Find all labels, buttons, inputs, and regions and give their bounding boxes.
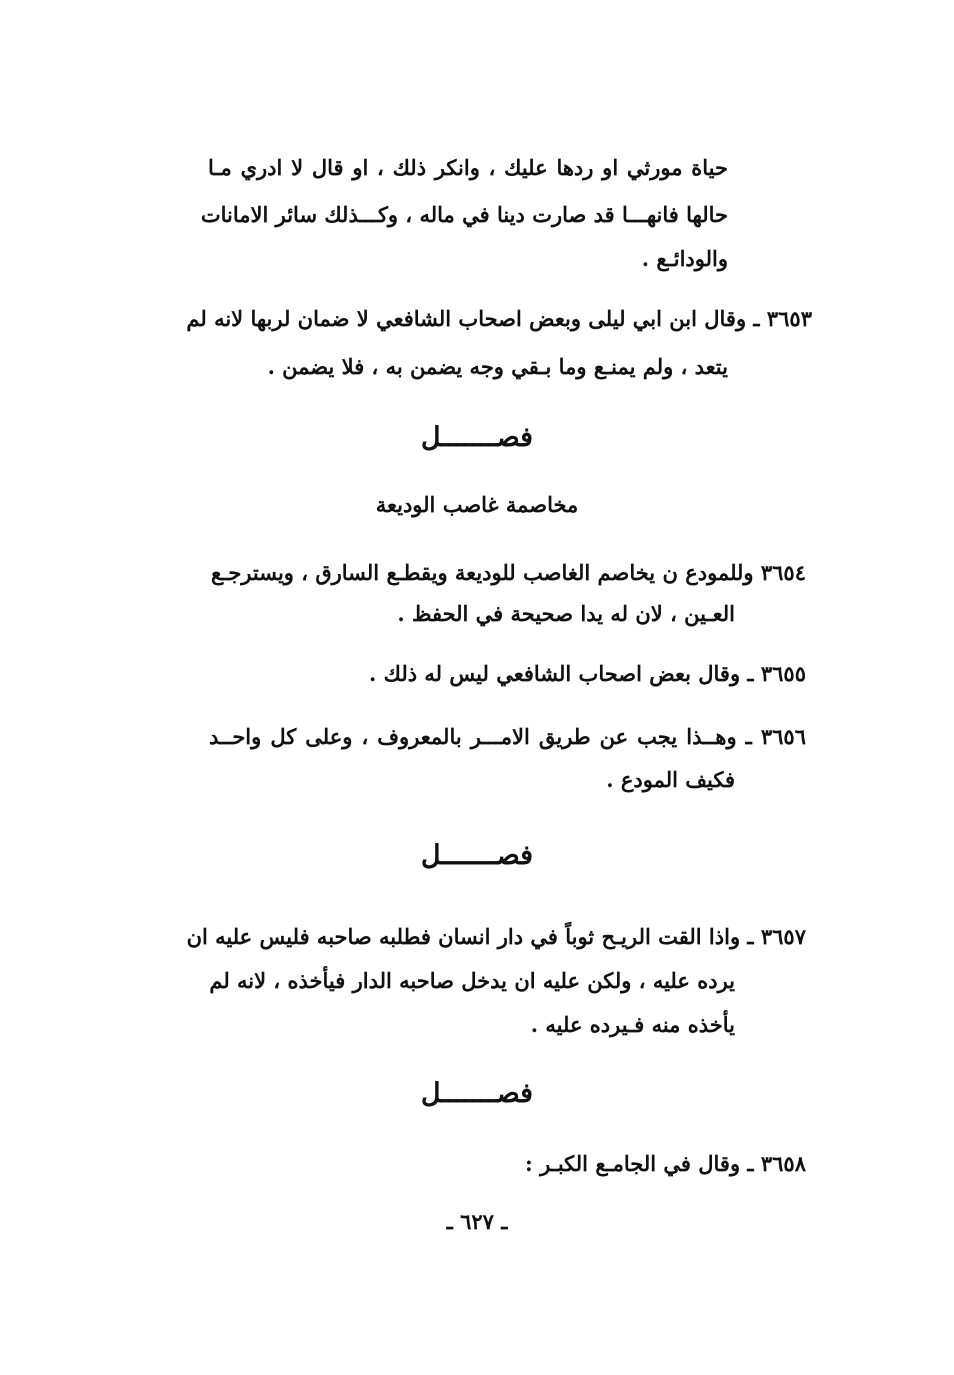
- paragraph-line: ٣٦٥٧ ـ واذا القت الريـح ثوباً في دار انسان فطلبه صاحبه فليس عليه ان: [186, 924, 806, 949]
- section-subheading: مخاصمة غاصب الوديعة: [375, 492, 579, 517]
- section-heading: فصـــــــل: [420, 840, 534, 871]
- section-heading: فصـــــــل: [420, 1078, 534, 1109]
- paragraph-line: حياة مورثي او ردها عليك ، وانكر ذلك ، او قال لا ادري مـا: [208, 155, 728, 180]
- paragraph-line: ٣٦٥٦ ـ وهــذا يجب عن طريق الامـــر بالمعروف ، وعلى كل واحــد: [209, 724, 806, 749]
- section-heading: فصـــــــل: [420, 422, 534, 453]
- paragraph-line: ٣٦٥٥ ـ وقال بعض اصحاب الشافعي ليس له ذلك .: [369, 661, 806, 686]
- page-number: ـ ٦٢٧ ـ: [446, 1209, 508, 1234]
- paragraph-line: يتعد ، ولم يمنـع وما بـقي وجه يضمن به ، فلا يضمن .: [267, 354, 728, 379]
- paragraph-line: ٣٦٥٤ وللمودع ن يخاصم الغاصب للوديعة ويقطـع السارق ، ويسترجـع: [210, 560, 806, 585]
- paragraph-line: ٣٦٥٣ ـ وقال ابن ابي ليلى وبعض اصحاب الشافعي لا ضمان لربها لانه لم: [186, 306, 812, 331]
- paragraph-line: ٣٦٥٨ ـ وقال في الجامـع الكبـر :: [525, 1151, 806, 1176]
- paragraph-line: العـين ، لان له يدا صحيحة في الحفظ .: [397, 601, 735, 626]
- paragraph-line: يرده عليه ، ولكن عليه ان يدخل صاحبه الدار فيأخذه ، لانه لم: [209, 968, 735, 993]
- paragraph-line: يأخذه منه فـيرده عليه .: [530, 1012, 735, 1037]
- paragraph-line: فكيف المودع .: [606, 767, 735, 792]
- paragraph-line: والودائـع .: [641, 246, 728, 271]
- paragraph-line: حالها فانهـــا قد صارت دينا في ماله ، وكـــذلك سائر الامانات: [200, 202, 728, 227]
